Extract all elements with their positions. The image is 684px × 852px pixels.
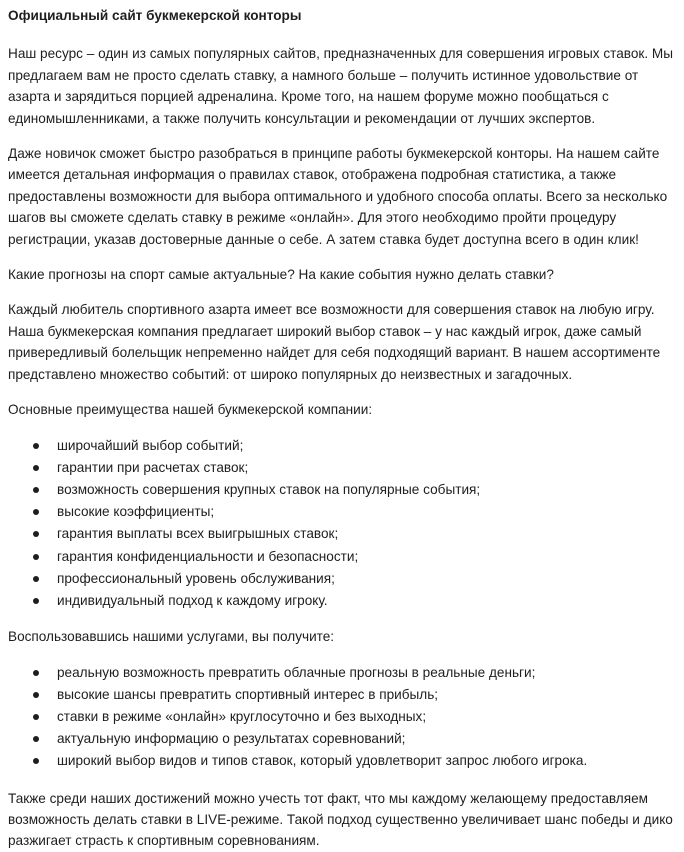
bullet-icon (33, 598, 39, 604)
paragraph-advantages-intro: Основные преимущества нашей букмекерской компании: (8, 402, 373, 418)
list-item-text: высокие шансы превратить спортивный интерес в прибыль; (57, 686, 439, 702)
bullet-icon (33, 576, 39, 582)
article (0, 5, 684, 852)
list-item-text: гарантия конфиденциальности и безопасности; (57, 548, 359, 564)
list-item-text: гарантия выплаты всех выигрышных ставок; (57, 526, 339, 542)
list-item (8, 706, 676, 728)
list-item (8, 501, 676, 523)
paragraph-services-intro: Воспользовавшись нашими услугами, вы получите: (8, 629, 335, 645)
paragraph-live: Также среди наших достижений можно учесть тот факт, что мы каждому желающему предоставляем возможность делать ставки в LIVE-режиме. Такой подход существенно увеличивает шанс победы и дико разжигает страсть к спортивным соревнованиям. (8, 790, 673, 849)
list-item (8, 523, 676, 545)
list-item-text: широкий выбор видов и типов ставок, который удовлетворит запрос любого игрока. (57, 753, 588, 769)
list-item (8, 590, 676, 612)
bullet-icon (33, 531, 39, 537)
list-item-text: реальную возможность превратить облачные прогнозы в реальные деньги; (57, 664, 536, 680)
list-item (8, 662, 676, 684)
bullet-icon (33, 714, 39, 720)
list-item (8, 479, 676, 501)
paragraph-intro: Наш ресурс – один из самых популярных сайтов, предназначенных для совершения игровых ставок. Мы предлагаем вам не просто сделать ставку, а намного больше – получить истинное удовольствие от азарта и зарядиться порцией адреналина. Кроме того, на нашем форуме можно пообщаться с единомышленниками, а также получить консультации и рекомендации от лучших экспертов. (8, 46, 673, 126)
list-item (8, 546, 676, 568)
advantages-list (8, 435, 676, 613)
page-title: Официальный сайт букмекерской конторы (8, 8, 302, 23)
paragraph-question: Какие прогнозы на спорт самые актуальные? На какие события нужно делать ставки? (8, 267, 554, 283)
list-item (8, 457, 676, 479)
bullet-icon (33, 443, 39, 449)
list-item-text: индивидуальный подход к каждому игроку. (57, 592, 328, 608)
bullet-icon (33, 487, 39, 493)
bullet-icon (33, 670, 39, 676)
list-item-text: высокие коэффициенты; (57, 504, 215, 520)
list-item-text: ставки в режиме «онлайн» круглосуточно и без выходных; (57, 708, 427, 724)
bullet-icon (33, 758, 39, 764)
bullet-icon (33, 692, 39, 698)
list-item (8, 750, 676, 772)
bullet-icon (33, 736, 39, 742)
list-item-text: профессиональный уровень обслуживания; (57, 570, 335, 586)
list-item (8, 435, 676, 457)
list-item (8, 568, 676, 590)
paragraph-newbie: Даже новичок сможет быстро разобраться в принципе работы букмекерской конторы. На нашем сайте имеется детальная информация о правилах ставок, отображена подробная статистика, а также предоставлены возможности для выбора оптимального и удобного способа оплаты. Всего за несколько шагов вы сможете сделать ставку в режиме «онлайн». Для этого необходимо пройти процедуру регистрации, указав достоверные данные о себе. А затем ставка будет доступна всего в один клик! (8, 146, 668, 247)
list-item-text: гарантии при расчетах ставок; (57, 459, 249, 475)
bullet-icon (33, 509, 39, 515)
list-item (8, 728, 676, 750)
bullet-icon (33, 554, 39, 560)
list-item-text: возможность совершения крупных ставок на популярные события; (57, 481, 481, 497)
bullet-icon (33, 465, 39, 471)
list-item-text: широчайший выбор событий; (57, 437, 244, 453)
list-item-text: актуальную информацию о результатах соревнований; (57, 731, 406, 747)
list-item (8, 684, 676, 706)
paragraph-every-fan: Каждый любитель спортивного азарта имеет все возможности для совершения ставок на любую игру. Наша букмекерская компания предлагает широкий выбор ставок – у нас каждый игрок, даже самый привередливый болельщик непременно найдет для себя подходящий вариант. В нашем ассортименте представлено множество событий: от широко популярных до неизвестных и загадочных. (8, 302, 661, 382)
benefits-list (8, 662, 676, 773)
